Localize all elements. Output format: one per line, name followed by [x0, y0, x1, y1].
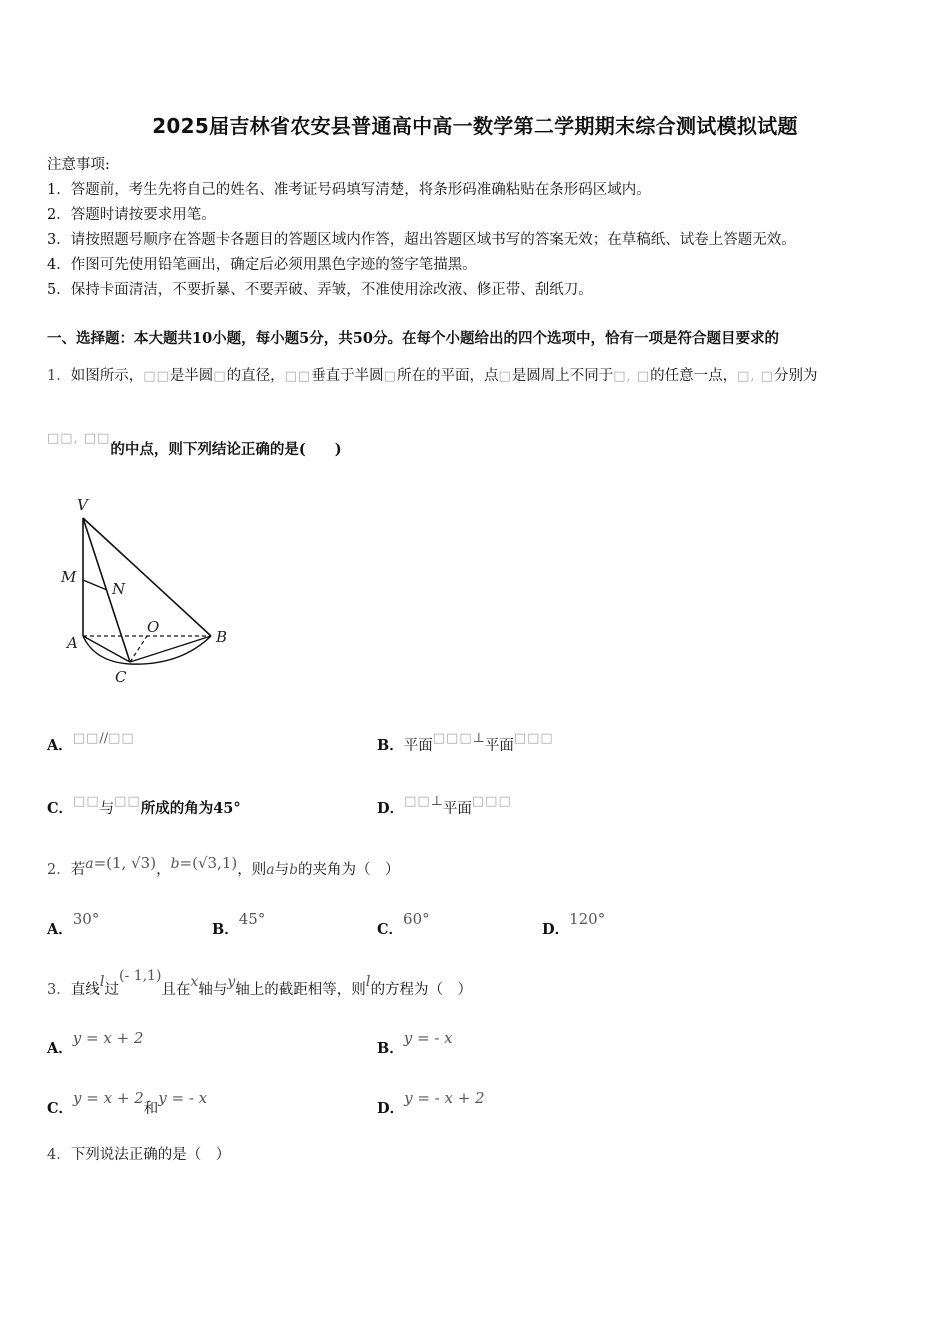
label-m: M: [61, 568, 77, 586]
label-o: O: [147, 618, 160, 636]
q1-option-d[interactable]: D．□□⊥平面□□□: [377, 794, 512, 817]
section-heading: 一、选择题：本大题共10小题，每小题5分，共50分。在每个小题给出的四个选项中，恰有一项是符合题目要求的: [47, 330, 779, 347]
q1-option-a[interactable]: A．□□//□□: [47, 731, 135, 754]
question-1-line2: □□, □□的中点，则下列结论正确的是( ): [47, 431, 342, 458]
notice-item: 5．保持卡面清洁，不要折暴、不要弄破、弄皱，不准使用涂改液、修正带、刮纸刀。: [47, 282, 593, 298]
label-b: B: [216, 628, 228, 646]
edge-bc: [130, 636, 211, 662]
question-number: 3．: [47, 982, 71, 998]
notice-item: 4．作图可先使用铅笔画出，确定后必须用黑色字迹的签字笔描黑。: [47, 257, 477, 273]
question-number: 1．: [47, 368, 71, 384]
page-title: 2025届吉林省农安县普通高中高一数学第二学期期末综合测试模拟试题: [152, 114, 798, 138]
notice-item: 1．答题前，考生先将自己的姓名、准考证号码填写清楚，将条形码准确粘贴在条形码区域内。: [47, 182, 651, 198]
notice-heading: 注意事项:: [47, 157, 110, 173]
semicircle-arc: [83, 636, 211, 664]
label-a: A: [67, 634, 78, 652]
q3-option-a[interactable]: A．y = x + 2: [47, 1029, 144, 1057]
question-number: 2．: [47, 862, 71, 878]
q3-option-b[interactable]: B．y = - x: [377, 1029, 453, 1057]
label-v: V: [77, 496, 88, 514]
notice-item: 2．答题时请按要求用笔。: [47, 207, 216, 223]
question-2: 2．若a=(1, √3)，b=(√3,1)，则a与b的夹角为（ ）: [47, 854, 400, 878]
q2-option-c[interactable]: C．60°: [377, 910, 430, 938]
q3-option-c[interactable]: C．y = x + 2和y = - x: [47, 1089, 208, 1117]
geometry-figure: [55, 490, 245, 690]
question-3: 3．直线l过(- 1,1)且在x轴与y轴上的截距相等，则l的方程为（ ）: [47, 968, 473, 998]
q1-option-b[interactable]: B．平面□□□⊥平面□□□: [377, 731, 554, 754]
notice-item: 3．请按照题号顺序在答题卡各题目的答题区域内作答，超出答题区域书写的答案无效；在草稿纸、试卷上答题无效。: [47, 232, 796, 248]
label-n: N: [112, 580, 126, 598]
q3-option-d[interactable]: D．y = - x + 2: [377, 1089, 485, 1117]
question-4: 4．下列说法正确的是（ ）: [47, 1147, 231, 1163]
q2-option-a[interactable]: A．30°: [47, 910, 100, 938]
label-c: C: [115, 668, 127, 686]
question-1-line1: 1．如图所示，□□是半圆□的直径，□□垂直于半圆□所在的平面，点□是圆周上不同于□, □的任意一点，□, □分别为: [47, 368, 818, 384]
q2-option-b[interactable]: B．45°: [212, 910, 266, 938]
q2-option-d[interactable]: D．120°: [542, 910, 606, 938]
segment-oc: [130, 636, 147, 662]
q1-option-c[interactable]: C．□□与□□所成的角为45°: [47, 794, 241, 817]
question-number: 4．: [47, 1147, 71, 1163]
